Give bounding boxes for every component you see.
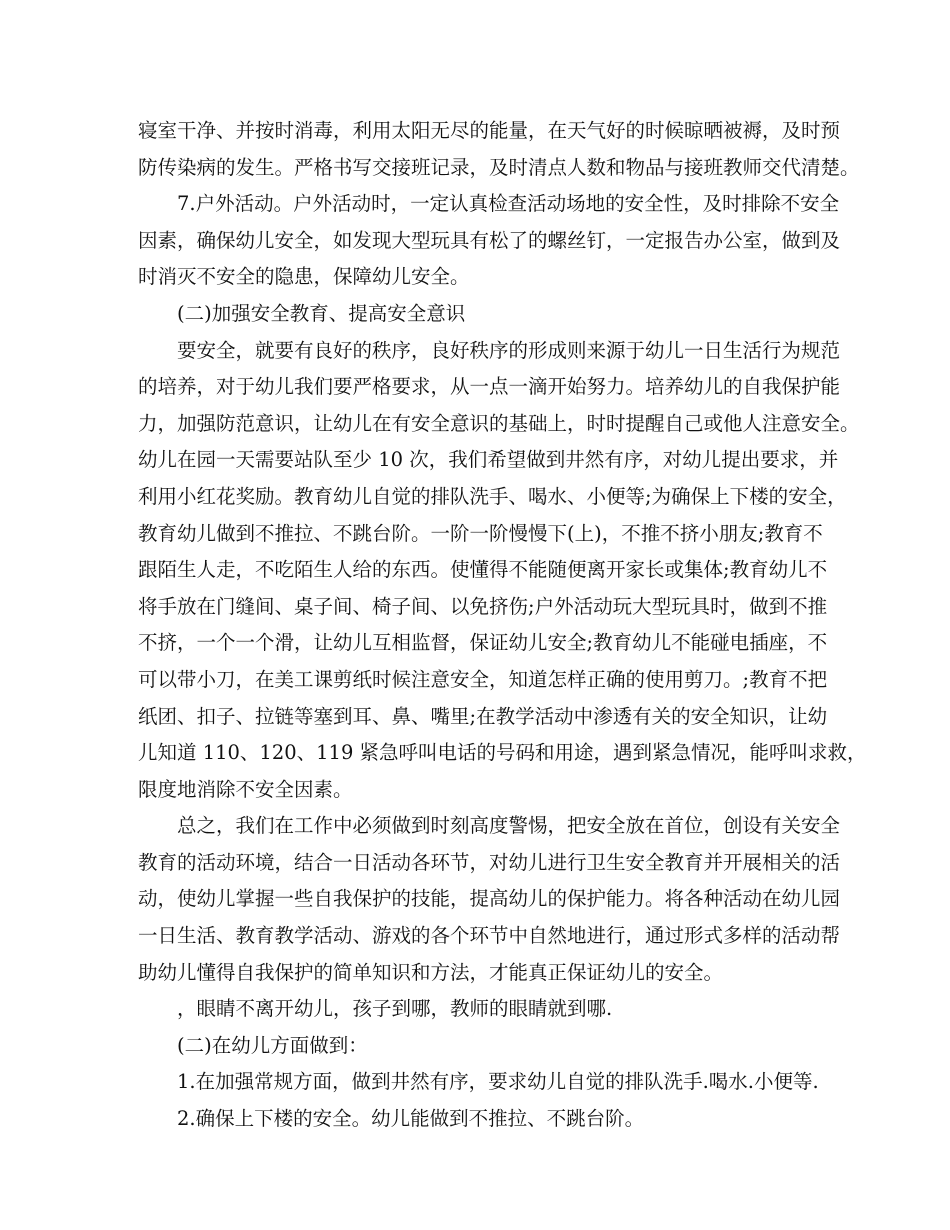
text-line: (二)加强安全教育、提高安全意识 xyxy=(177,301,466,325)
text-line: 7.户外活动。户外活动时，一定认真检查活动场地的安全性，及时排除不安全 xyxy=(177,192,840,216)
text-line: 教育幼儿做到不推拉、不跳台阶。一阶一阶慢慢下(上)，不推不挤小朋友;教育不 xyxy=(138,521,823,545)
text-line: ，眼睛不离开幼儿，孩子到哪，教师的眼睛就到哪. xyxy=(177,997,613,1021)
text-line: 限度地消除不安全因素。 xyxy=(138,777,353,801)
text-line: 要安全，就要有良好的秩序，良好秩序的形成则来源于幼儿一日生活行为规范 xyxy=(177,338,841,362)
text-line: 利用小红花奖励。教育幼儿自觉的排队洗手、喝水、小便等;为确保上下楼的安全， xyxy=(138,484,847,508)
text-line: 寝室干净、并按时消毒，利用太阳无尽的能量，在天气好的时候晾晒被褥，及时预 xyxy=(138,119,841,142)
text-line: 总之，我们在工作中必须做到时刻高度警惕，把安全放在首位，创设有关安全 xyxy=(177,814,841,838)
text-line: 的培养，对于幼儿我们要严格要求，从一点一滴开始努力。培养幼儿的自我保护能 xyxy=(138,375,841,399)
text-line: 力，加强防范意识，让幼儿在有安全意识的基础上，时时提醒自己或他人注意安全。 xyxy=(138,411,860,435)
text-line: 纸团、扣子、拉链等塞到耳、鼻、嘴里;在教学活动中渗透有关的安全知识，让幼 xyxy=(138,704,828,728)
text-line: 助幼儿懂得自我保护的简单知识和方法，才能真正保证幼儿的安全。 xyxy=(138,960,724,984)
text-line: 儿知道 110、120、119 紧急呼叫电话的号码和用途，遇到紧急情况，能呼叫求救， xyxy=(138,741,867,765)
text-line: 跟陌生人走，不吃陌生人给的东西。使懂得不能随便离开家长或集体;教育幼儿不 xyxy=(138,558,828,582)
text-line: 幼儿在园一天需要站队至少 10 次，我们希望做到井然有序，对幼儿提出要求，并 xyxy=(138,448,839,472)
text-line: 可以带小刀，在美工课剪纸时候注意安全，知道怎样正确的使用剪刀。;教育不把 xyxy=(138,667,828,691)
text-line: 1.在加强常规方面，做到井然有序，要求幼儿自觉的排队洗手.喝水.小便等. xyxy=(177,1070,819,1094)
text-line: 动，使幼儿掌握一些自我保护的技能，提高幼儿的保护能力。将各种活动在幼儿园 xyxy=(138,887,841,911)
text-line: 将手放在门缝间、桌子间、椅子间、以免挤伤;户外活动玩大型玩具时，做到不推 xyxy=(138,594,828,618)
text-line: 一日生活、教育教学活动、游戏的各个环节中自然地进行，通过形式多样的活动帮 xyxy=(138,924,841,948)
text-line: 2.确保上下楼的安全。幼儿能做到不推拉、不跳台阶。 xyxy=(177,1107,645,1131)
document-body xyxy=(138,113,867,1138)
text-line: 不挤，一个一个滑，让幼儿互相监督，保证幼儿安全;教育幼儿不能碰电插座，不 xyxy=(138,631,828,655)
text-line: (二)在幼儿方面做到： xyxy=(177,1033,368,1057)
text-line: 时消灭不安全的隐患，保障幼儿安全。 xyxy=(138,265,470,289)
text-line: 教育的活动环境，结合一日活动各环节，对幼儿进行卫生安全教育并开展相关的活 xyxy=(138,850,841,874)
text-line: 因素，确保幼儿安全，如发现大型玩具有松了的螺丝钉，一定报告办公室，做到及 xyxy=(138,228,841,252)
text-line: 防传染病的发生。严格书写交接班记录，及时清点人数和物品与接班教师交代清楚。 xyxy=(138,155,860,179)
